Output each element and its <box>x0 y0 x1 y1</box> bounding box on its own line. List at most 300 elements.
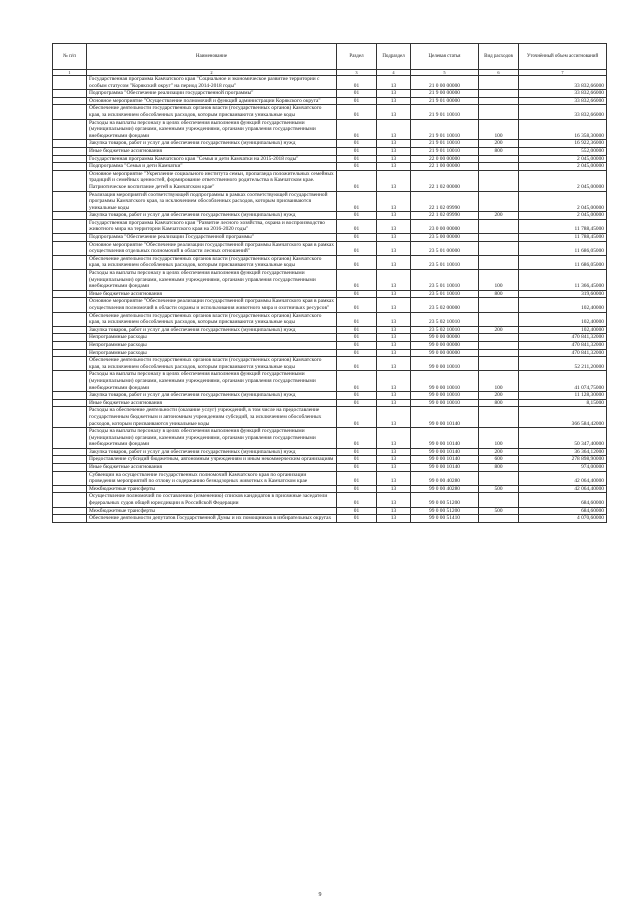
name-cell: Расходы на выплаты персоналу в целях обеспечения выполнения функций государственными (муниципальными) органами, казенными учреждениями, органами управления государственными внебюджетными фондами <box>87 371 337 392</box>
subsection-cell: 13 <box>377 515 411 523</box>
target-cell: 99 0 00 10010 <box>411 392 479 400</box>
target-cell: 23 5 01 10010 <box>411 255 479 269</box>
table-row <box>53 140 607 148</box>
target-cell: 99 0 00 10140 <box>411 456 479 464</box>
subsection-cell: 13 <box>377 357 411 371</box>
exptype-cell <box>479 90 519 98</box>
table-row <box>53 334 607 342</box>
target-cell: 99 0 00 51410 <box>411 515 479 523</box>
exptype-cell <box>479 255 519 269</box>
amount-cell: 50 347,40000 <box>519 428 607 449</box>
target-cell: 99 0 00 51200 <box>411 507 479 515</box>
amount-cell: 102,40000 <box>519 312 607 326</box>
name-cell: Закупка товаров, работ и услуг для обеспечения государственных (муниципальных) нужд <box>87 140 337 148</box>
table-row <box>53 485 607 493</box>
name-cell: Предоставление субсидий бюджетным, автономным учреждениям и иным некоммерческим организациям <box>87 456 337 464</box>
name-cell: Закупка товаров, работ и услуг для обеспечения государственных (муниципальных) нужд <box>87 392 337 400</box>
name-cell: Обеспечение деятельности государственных органов власти (государственных органов) Камчатского края, за исключением обособленных расходов, которым присваиваются уникальные коды <box>87 357 337 371</box>
name-cell: Межбюджетные трансферты <box>87 507 337 515</box>
name-cell: Иные бюджетные ассигнования <box>87 464 337 472</box>
subsection-cell: 13 <box>377 170 411 191</box>
exptype-cell: 800 <box>479 147 519 155</box>
num-cell <box>53 97 87 105</box>
subsection-cell: 13 <box>377 105 411 119</box>
exptype-cell <box>479 76 519 90</box>
subsection-cell: 13 <box>377 507 411 515</box>
exptype-cell: 200 <box>479 392 519 400</box>
section-cell: 01 <box>337 241 377 255</box>
exptype-cell <box>479 234 519 242</box>
target-cell: 21 9 01 00000 <box>411 97 479 105</box>
target-cell: 99 0 00 51200 <box>411 493 479 507</box>
section-cell: 01 <box>337 105 377 119</box>
exptype-cell: 100 <box>479 119 519 140</box>
subsection-cell: 13 <box>377 464 411 472</box>
section-cell: 01 <box>337 428 377 449</box>
section-cell: 01 <box>337 334 377 342</box>
header-num: № п/п <box>53 44 87 70</box>
amount-cell: 33 832,66000 <box>519 76 607 90</box>
subsection-cell: 13 <box>377 163 411 171</box>
section-cell: 01 <box>337 456 377 464</box>
num-cell <box>53 290 87 298</box>
num-cell <box>53 234 87 242</box>
section-cell: 01 <box>337 163 377 171</box>
amount-cell: 366 584,42000 <box>519 407 607 428</box>
name-cell: Подпрограмма "Обеспечение реализации Государственной программы" <box>87 234 337 242</box>
table-row <box>53 255 607 269</box>
exptype-cell <box>479 312 519 326</box>
amount-cell: 11 686,05000 <box>519 241 607 255</box>
num-cell <box>53 485 87 493</box>
subsection-cell: 13 <box>377 97 411 105</box>
name-cell: Субвенции на осуществление государственных полномочий Камчатского края по организации проведения мероприятий по отлову и содержанию безнадзорных животных в Камчатском крае <box>87 471 337 485</box>
target-cell: 99 0 00 00000 <box>411 349 479 357</box>
column-number: 5 <box>411 70 479 76</box>
section-cell: 01 <box>337 219 377 233</box>
table-row <box>53 90 607 98</box>
name-cell: Непрограммные расходы <box>87 349 337 357</box>
section-cell: 01 <box>337 97 377 105</box>
amount-cell: 2 045,00000 <box>519 163 607 171</box>
exptype-cell <box>479 357 519 371</box>
budget-table <box>52 43 607 523</box>
num-cell <box>53 191 87 212</box>
exptype-cell: 200 <box>479 140 519 148</box>
header-subsection: Подраздел <box>377 44 411 70</box>
subsection-cell: 13 <box>377 155 411 163</box>
target-cell: 99 0 00 10140 <box>411 464 479 472</box>
exptype-cell: 200 <box>479 326 519 334</box>
target-cell: 23 5 02 10010 <box>411 312 479 326</box>
exptype-cell <box>479 493 519 507</box>
subsection-cell: 13 <box>377 392 411 400</box>
amount-cell: 16 922,36000 <box>519 140 607 148</box>
subsection-cell: 13 <box>377 119 411 140</box>
target-cell: 23 0 00 00000 <box>411 219 479 233</box>
amount-cell: 2 045,00000 <box>519 191 607 212</box>
target-cell: 99 0 00 40280 <box>411 471 479 485</box>
section-cell: 01 <box>337 270 377 291</box>
header-exptype: Вид расходов <box>479 44 519 70</box>
table-row <box>53 515 607 523</box>
table-row <box>53 371 607 392</box>
subsection-cell: 13 <box>377 471 411 485</box>
target-cell: 99 0 00 10140 <box>411 448 479 456</box>
subsection-cell: 13 <box>377 448 411 456</box>
name-cell: Государственная программа Камчатского края "Социальное и экономическое развитие территории с особым статусом "Корякский округ" на период 2014-2018 годы" <box>87 76 337 90</box>
section-cell: 01 <box>337 507 377 515</box>
exptype-cell <box>479 163 519 171</box>
num-cell <box>53 140 87 148</box>
subsection-cell: 13 <box>377 234 411 242</box>
subsection-cell: 13 <box>377 191 411 212</box>
name-cell: Закупка товаров, работ и услуг для обеспечения государственных (муниципальных) нужд <box>87 448 337 456</box>
exptype-cell <box>479 191 519 212</box>
subsection-cell: 13 <box>377 493 411 507</box>
subsection-cell: 13 <box>377 270 411 291</box>
num-cell <box>53 471 87 485</box>
num-cell <box>53 448 87 456</box>
section-cell: 01 <box>337 234 377 242</box>
num-cell <box>53 270 87 291</box>
subsection-cell: 13 <box>377 334 411 342</box>
table-row <box>53 407 607 428</box>
column-number: 2 <box>87 70 337 76</box>
amount-cell: 33 832,66000 <box>519 90 607 98</box>
exptype-cell <box>479 105 519 119</box>
subsection-cell: 13 <box>377 212 411 220</box>
section-cell: 01 <box>337 212 377 220</box>
amount-cell: 42 064,40000 <box>519 471 607 485</box>
target-cell: 21 9 01 10010 <box>411 140 479 148</box>
amount-cell: 33 832,66000 <box>519 105 607 119</box>
table-row <box>53 392 607 400</box>
table-row <box>53 326 607 334</box>
header-name: Наименование <box>87 44 337 70</box>
target-cell: 99 0 00 10010 <box>411 357 479 371</box>
exptype-cell: 800 <box>479 399 519 407</box>
name-cell: Иные бюджетные ассигнования <box>87 147 337 155</box>
section-cell: 01 <box>337 493 377 507</box>
name-cell: Подпрограмма "Обеспечение реализации государственной программы" <box>87 90 337 98</box>
table-row <box>53 493 607 507</box>
table-row <box>53 471 607 485</box>
header-target: Целевая статья <box>411 44 479 70</box>
name-cell: Государственная программа Камчатского края "Семья и дети Камчатки на 2015-2018 годы" <box>87 155 337 163</box>
num-cell <box>53 515 87 523</box>
section-cell: 01 <box>337 290 377 298</box>
name-cell: Осуществление полномочий по составлению (изменению) списков кандидатов в присяжные заседатели федеральных судов общей юрисдикции в Российской Федерации <box>87 493 337 507</box>
num-cell <box>53 428 87 449</box>
exptype-cell <box>479 471 519 485</box>
num-cell <box>53 507 87 515</box>
amount-cell: 102,40000 <box>519 298 607 312</box>
subsection-cell: 13 <box>377 312 411 326</box>
section-cell: 01 <box>337 464 377 472</box>
table-row <box>53 119 607 140</box>
column-number: 6 <box>479 70 519 76</box>
table-row <box>53 241 607 255</box>
section-cell: 01 <box>337 147 377 155</box>
subsection-cell: 13 <box>377 140 411 148</box>
amount-cell: 2 045,00000 <box>519 170 607 191</box>
amount-cell: 33 832,66000 <box>519 97 607 105</box>
table-row <box>53 399 607 407</box>
subsection-cell: 13 <box>377 147 411 155</box>
section-cell: 01 <box>337 191 377 212</box>
num-cell <box>53 357 87 371</box>
section-cell: 01 <box>337 407 377 428</box>
amount-cell: 41 074,75000 <box>519 371 607 392</box>
name-cell: Расходы на выплаты персоналу в целях обеспечения выполнения функций государственными (муниципальными) органами, казенными учреждениями, органами управления государственными внебюджетными фондами <box>87 270 337 291</box>
exptype-cell <box>479 219 519 233</box>
num-cell <box>53 493 87 507</box>
subsection-cell: 13 <box>377 326 411 334</box>
subsection-cell: 13 <box>377 371 411 392</box>
target-cell: 22 1 02 00000 <box>411 170 479 191</box>
amount-cell: 470 841,32000 <box>519 349 607 357</box>
exptype-cell <box>479 298 519 312</box>
subsection-cell: 13 <box>377 349 411 357</box>
amount-cell: 974,00000 <box>519 464 607 472</box>
amount-cell: 319,60000 <box>519 290 607 298</box>
exptype-cell <box>479 155 519 163</box>
target-cell: 99 0 00 10140 <box>411 428 479 449</box>
target-cell: 21 9 00 00000 <box>411 90 479 98</box>
exptype-cell: 100 <box>479 371 519 392</box>
amount-cell: 11 788,45000 <box>519 234 607 242</box>
name-cell: Государственная программа Камчатского края "Развитие лесного хозяйства, охрана и воспроизводство животного мира на территории Камчатского края на 2016-2020 годы" <box>87 219 337 233</box>
name-cell: Подпрограмма "Семья и дети Камчатки" <box>87 163 337 171</box>
table-row <box>53 341 607 349</box>
target-cell: 22 1 02 09990 <box>411 212 479 220</box>
exptype-cell: 800 <box>479 290 519 298</box>
num-cell <box>53 119 87 140</box>
budget-table-container <box>52 43 606 523</box>
name-cell: Иные бюджетные ассигнования <box>87 290 337 298</box>
table-row <box>53 357 607 371</box>
exptype-cell: 100 <box>479 428 519 449</box>
header-amount: Уточнённый объем ассигнований <box>519 44 607 70</box>
target-cell: 99 0 00 40280 <box>411 485 479 493</box>
table-row <box>53 270 607 291</box>
section-cell: 01 <box>337 485 377 493</box>
subsection-cell: 13 <box>377 428 411 449</box>
table-row <box>53 290 607 298</box>
name-cell: Непрограммные расходы <box>87 341 337 349</box>
num-cell <box>53 349 87 357</box>
name-cell: Реализация мероприятий соответствующей подпрограммы в рамках соответствующей государственной программы Камчатского края, за исключением обособленных расходов, которым присваиваются уникальные коды <box>87 191 337 212</box>
subsection-cell: 13 <box>377 76 411 90</box>
exptype-cell: 200 <box>479 448 519 456</box>
num-cell <box>53 326 87 334</box>
table-row <box>53 464 607 472</box>
amount-cell: 470 841,32000 <box>519 341 607 349</box>
name-cell: Расходы на выплаты персоналу в целях обеспечения выполнения функций государственными (муниципальными) органами, казенными учреждениями, органами управления государственными внебюджетными фондами <box>87 119 337 140</box>
num-cell <box>53 241 87 255</box>
section-cell: 01 <box>337 326 377 334</box>
name-cell: Закупка товаров, работ и услуг для обеспечения государственных (муниципальных) нужд <box>87 326 337 334</box>
section-cell: 01 <box>337 155 377 163</box>
num-cell <box>53 298 87 312</box>
subsection-cell: 13 <box>377 290 411 298</box>
section-cell: 01 <box>337 471 377 485</box>
table-row <box>53 163 607 171</box>
exptype-cell <box>479 97 519 105</box>
target-cell: 23 5 02 10010 <box>411 326 479 334</box>
subsection-cell: 13 <box>377 456 411 464</box>
table-row <box>53 234 607 242</box>
target-cell: 99 0 00 00000 <box>411 341 479 349</box>
exptype-cell: 500 <box>479 507 519 515</box>
name-cell: Обеспечение деятельности государственных органов власти (государственных органов) Камчатского края, за исключением обособленных расходов, которым присваиваются уникальные коды <box>87 255 337 269</box>
num-cell <box>53 76 87 90</box>
exptype-cell <box>479 349 519 357</box>
table-row <box>53 219 607 233</box>
num-cell <box>53 155 87 163</box>
amount-cell: 11 366,45000 <box>519 270 607 291</box>
amount-cell: 2 045,00000 <box>519 155 607 163</box>
exptype-cell: 800 <box>479 464 519 472</box>
exptype-cell: 100 <box>479 270 519 291</box>
amount-cell: 11 128,30000 <box>519 392 607 400</box>
amount-cell: 36 364,12000 <box>519 448 607 456</box>
target-cell: 22 1 02 09990 <box>411 191 479 212</box>
name-cell: Расходы на обеспечение деятельности (оказание услуг) учреждений, в том числе на предоставление государственным бюджетным и автономным учреждениям субсидий, за исключением обособленных расходов, которым присваиваются уникальные коды <box>87 407 337 428</box>
num-cell <box>53 90 87 98</box>
name-cell: Расходы на выплаты персоналу в целях обеспечения выполнения функций государственными (муниципальными) органами, казенными учреждениями, органами управления государственными внебюджетными фондами <box>87 428 337 449</box>
subsection-cell: 13 <box>377 399 411 407</box>
table-row <box>53 428 607 449</box>
table-row <box>53 170 607 191</box>
subsection-cell: 13 <box>377 485 411 493</box>
target-cell: 23 5 01 10010 <box>411 270 479 291</box>
name-cell: Закупка товаров, работ и услуг для обеспечения государственных (муниципальных) нужд <box>87 212 337 220</box>
num-cell <box>53 163 87 171</box>
page-number: 9 <box>318 892 322 898</box>
exptype-cell <box>479 170 519 191</box>
section-cell: 01 <box>337 341 377 349</box>
section-cell: 01 <box>337 119 377 140</box>
num-cell <box>53 334 87 342</box>
section-cell: 01 <box>337 170 377 191</box>
num-cell <box>53 341 87 349</box>
table-body <box>53 76 607 523</box>
target-cell: 21 0 00 00000 <box>411 76 479 90</box>
section-cell: 01 <box>337 312 377 326</box>
table-row <box>53 448 607 456</box>
target-cell: 21 9 01 10010 <box>411 147 479 155</box>
num-cell <box>53 219 87 233</box>
target-cell: 21 9 01 10010 <box>411 119 479 140</box>
exptype-cell: 600 <box>479 456 519 464</box>
name-cell: Обеспечение деятельности депутатов Государственной Думы и их помощников в избирательных округах <box>87 515 337 523</box>
num-cell <box>53 464 87 472</box>
table-row <box>53 212 607 220</box>
column-number: 4 <box>377 70 411 76</box>
num-cell <box>53 456 87 464</box>
subsection-cell: 13 <box>377 90 411 98</box>
num-cell <box>53 147 87 155</box>
name-cell: Обеспечение деятельности государственных органов власти (государственных органов) Камчатского края, за исключением обособленных расходов, которым присваиваются уникальные коды <box>87 312 337 326</box>
exptype-cell <box>479 341 519 349</box>
name-cell: Межбюджетные трансферты <box>87 485 337 493</box>
exptype-cell <box>479 334 519 342</box>
num-cell <box>53 255 87 269</box>
section-cell: 01 <box>337 255 377 269</box>
target-cell: 23 5 01 10010 <box>411 290 479 298</box>
subsection-cell: 13 <box>377 255 411 269</box>
exptype-cell <box>479 407 519 428</box>
section-cell: 01 <box>337 392 377 400</box>
num-cell <box>53 399 87 407</box>
name-cell: Обеспечение деятельности государственных органов власти (государственных органов) Камчатского края, за исключением обособленных расходов, которым присваиваются уникальные коды <box>87 105 337 119</box>
target-cell: 22 0 00 00000 <box>411 155 479 163</box>
exptype-cell <box>479 515 519 523</box>
num-cell <box>53 312 87 326</box>
exptype-cell: 500 <box>479 485 519 493</box>
section-cell: 01 <box>337 515 377 523</box>
name-cell: Основное мероприятие "Обеспечение реализации государственной программы Камчатского края в рамках осуществления отдельных полномочий в области лесных отношений" <box>87 241 337 255</box>
subsection-cell: 13 <box>377 407 411 428</box>
name-cell: Иные бюджетные ассигнования <box>87 399 337 407</box>
table-row <box>53 76 607 90</box>
subsection-cell: 13 <box>377 219 411 233</box>
section-cell: 01 <box>337 357 377 371</box>
amount-cell: 42 064,40000 <box>519 485 607 493</box>
amount-cell: 8,15000 <box>519 399 607 407</box>
num-cell <box>53 105 87 119</box>
amount-cell: 278 898,90000 <box>519 456 607 464</box>
header-row <box>53 44 607 70</box>
table-row <box>53 105 607 119</box>
amount-cell: 470 841,32000 <box>519 334 607 342</box>
table-row <box>53 349 607 357</box>
subsection-cell: 13 <box>377 241 411 255</box>
target-cell: 99 0 00 10010 <box>411 399 479 407</box>
name-cell: Основное мероприятие "Укрепление социального института семьи, пропаганда положительных семейных традиций и семейных ценностей, формирование ответственного родительства в Камчатском крае. Патриотическое воспитание детей в Камчатском крае" <box>87 170 337 191</box>
name-cell: Основное мероприятие "Обеспечение реализации государственной программы Камчатского края в рамках осуществления полномочий в области охраны и использования животного мира и охотничьих ресурсов" <box>87 298 337 312</box>
target-cell: 23 5 01 00000 <box>411 241 479 255</box>
name-cell: Непрограммные расходы <box>87 334 337 342</box>
target-cell: 23 5 00 00000 <box>411 234 479 242</box>
section-cell: 01 <box>337 399 377 407</box>
table-row <box>53 507 607 515</box>
section-cell: 01 <box>337 448 377 456</box>
target-cell: 99 0 00 00000 <box>411 334 479 342</box>
amount-cell: 684,60000 <box>519 507 607 515</box>
column-number: 7 <box>519 70 607 76</box>
subsection-cell: 13 <box>377 298 411 312</box>
amount-cell: 102,40000 <box>519 326 607 334</box>
target-cell: 99 0 00 10010 <box>411 371 479 392</box>
num-cell <box>53 407 87 428</box>
header-section: Раздел <box>337 44 377 70</box>
section-cell: 01 <box>337 298 377 312</box>
name-cell: Основное мероприятие "Осуществление полномочий и функций администрации Корякского округа" <box>87 97 337 105</box>
table-row <box>53 312 607 326</box>
amount-cell: 552,00000 <box>519 147 607 155</box>
table-row <box>53 298 607 312</box>
section-cell: 01 <box>337 140 377 148</box>
amount-cell: 52 211,20000 <box>519 357 607 371</box>
num-cell <box>53 392 87 400</box>
target-cell: 23 5 02 00000 <box>411 298 479 312</box>
amount-cell: 16 358,30000 <box>519 119 607 140</box>
target-cell: 99 0 00 10140 <box>411 407 479 428</box>
table-row <box>53 97 607 105</box>
